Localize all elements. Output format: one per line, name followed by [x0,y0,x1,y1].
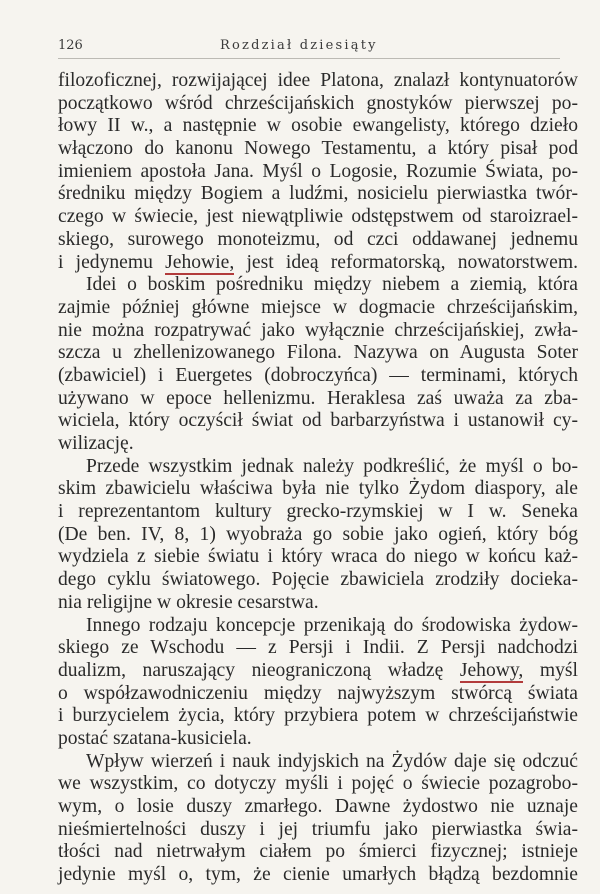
text-line: nia religijne w okresie cesarstwa. [58,591,319,613]
running-head: Rozdział dziesiąty [220,38,378,53]
text-line: postać szatana-kusiciela. [58,727,252,749]
text-line: skiego ze Wschodu — z Persji i Indii. Z Persji nadchodzi [58,637,578,659]
text-line: wiciela, który oczyścił świat od barbarzyństwa i ustanowił cy- [58,410,578,432]
text-line: imieniem apostoła Jana. Myśl o Logosie, Rozumie Świata, po- [58,160,578,182]
underlined-word: Jehowie, [165,251,235,273]
text-line: zajmie później główne miejsce w dogmacie chrześcijańskim, [58,296,578,318]
page-header [58,38,560,60]
text-line: i burzycielem życia, który przybiera potem w chrześcijaństwie [58,705,578,727]
text-line: wydziela z siebie światu i który wraca do niego w końcu każ- [58,546,578,568]
text-line: wym, o losie duszy zmarłego. Dawne żydostwo nie uznaje [58,796,578,817]
text-line: czego w świecie, jest niewątpliwie odstępstwem od staroizrael- [58,206,578,228]
text-line: łowy II w., a następnie w osobie ewangelisty, którego dzieło [58,115,578,137]
text-line: średniku między Bogiem a ludźmi, nosicielu pierwiastka twór- [58,183,578,205]
text-line: używano w epoce hellenizmu. Heraklesa zaś uważa za zba- [58,387,578,409]
body-text [58,70,578,887]
text-line: i reprezentantom kultury grecko-rzymskiej w I w. Seneka [58,501,578,523]
text-line: szcza u zhellenizowanego Filona. Nazywa on Augusta Soter [58,342,578,364]
text-line: tłości nad nietrwałym ciałem po śmierci fizycznej; istnieje [58,841,578,863]
text-line: (zbawiciel) i Euergetes (dobroczyńca) — terminami, których [58,364,578,386]
text-line: początkowo wśród chrześcijańskich gnostyków pierwszej po- [58,92,578,114]
text-line: Idei o boskim pośredniku między niebem a ziemią, która [86,274,578,296]
text-line: i jedynemu Jehowie, jest ideą reformatorską, nowatorstwem. [58,251,578,273]
text-line: dego cyklu światowego. Pojęcie zbawiciela zrodziły docieka- [58,569,578,591]
text-line: skim zbawicielu właściwa była nie tylko Żydom diaspory, ale [58,478,578,500]
text-line: wilizację. [58,433,134,454]
text-line: o współzawodniczeniu między najwyższym stwórcą świata [58,682,578,704]
text-line: nieśmiertelności duszy i jej triumfu jako pierwiastka świa- [58,818,578,840]
text-line: skiego, surowego monoteizmu, od czci oddawanej jednemu [58,228,578,250]
text-line: (De ben. IV, 8, 1) wyobraża go sobie jako ogień, który bóg [58,523,578,545]
text-line: we wszystkim, co dotyczy myśli i pojęć o świecie pozagrobo- [58,773,578,795]
text-line: włączono do kanonu Nowego Testamentu, a który pisał pod [58,138,578,160]
text-line: jedynie myśl o, tym, że cienie umarłych błądzą bezdomnie [58,864,578,886]
page-number: 126 [58,38,83,53]
text-line: Przede wszystkim jednak należy podkreślić, że myśl o bo- [86,455,578,477]
text-line: nie można rozpatrywać jako wyłącznie chrześcijańskiej, zwła- [58,319,578,341]
underlined-word: Jehowy, [459,659,524,681]
text-line: Innego rodzaju koncepcje przenikają do środowiska żydow- [86,614,578,636]
text-line: Wpływ wierzeń i nauk indyjskich na Żydów daje się odczuć [86,750,578,772]
text-line: filozoficznej, rozwijającej idee Platona, znalazł kontynuatorów [58,70,578,91]
text-line: dualizm, naruszający nieograniczoną władzę Jehowy, myśl [58,659,578,681]
header-divider [58,58,560,59]
